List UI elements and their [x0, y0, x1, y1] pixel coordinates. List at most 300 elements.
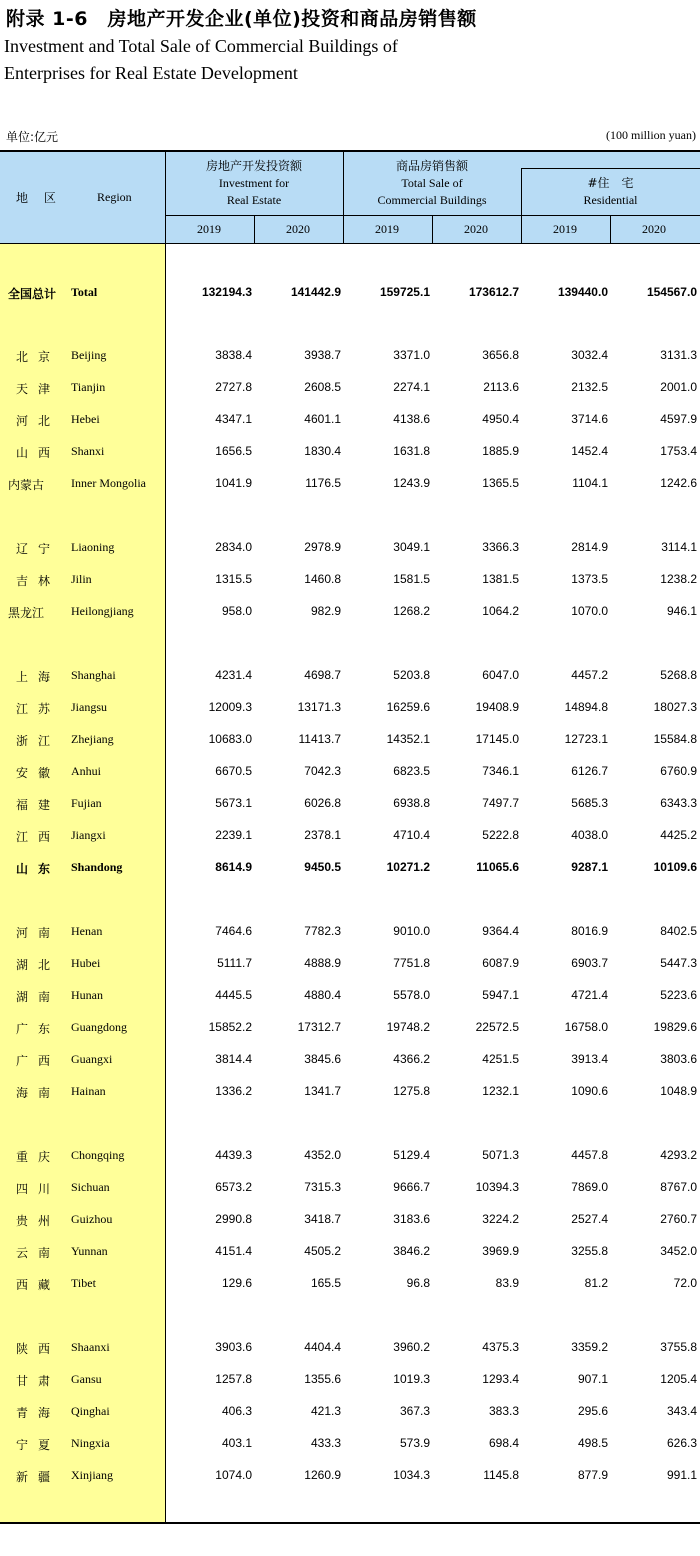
value-cell: 3755.8: [660, 1340, 697, 1354]
value-cell: 4880.4: [304, 988, 341, 1002]
value-cell: 1205.4: [660, 1372, 697, 1386]
value-cell: 4404.4: [304, 1340, 341, 1354]
region-name-cn: 江西: [16, 830, 61, 844]
value-cell: 19748.2: [386, 1020, 430, 1034]
region-name-cn: 广西: [16, 1054, 61, 1068]
value-cell: 6343.3: [660, 796, 697, 810]
value-cell: 4251.5: [482, 1052, 519, 1066]
value-cell: 1041.9: [215, 476, 252, 490]
region-name-cn: 辽宁: [16, 542, 61, 556]
table-bottom-rule: [0, 1522, 700, 1524]
value-cell: 1753.4: [660, 444, 697, 458]
value-cell: 421.3: [310, 1404, 341, 1418]
region-name-en: Chongqing: [71, 1148, 125, 1162]
value-cell: 3714.6: [571, 412, 608, 426]
value-cell: 4721.4: [571, 988, 608, 1002]
value-cell: 6087.9: [482, 956, 519, 970]
value-cell: 4457.2: [571, 668, 608, 682]
value-cell: 1019.3: [393, 1372, 430, 1386]
region-name-en: Shanxi: [71, 444, 105, 458]
value-cell: 2378.1: [304, 828, 341, 842]
table-row: [0, 474, 700, 494]
value-cell: 1381.5: [482, 572, 519, 586]
value-cell: 9666.7: [393, 1180, 430, 1194]
value-cell: 4445.5: [215, 988, 252, 1002]
value-cell: 2527.4: [571, 1212, 608, 1226]
region-name-en: Beijing: [71, 348, 107, 362]
value-cell: 403.1: [221, 1436, 252, 1450]
region-name-cn: 北京: [16, 350, 61, 364]
value-cell: 958.0: [221, 604, 252, 618]
value-cell: 1260.9: [304, 1468, 341, 1482]
table-row: [0, 1178, 700, 1198]
region-name-en: Hebei: [71, 412, 100, 426]
region-name-cn: 宁夏: [16, 1438, 61, 1452]
value-cell: 132194.3: [201, 285, 252, 299]
table-row: [0, 1242, 700, 1262]
region-name-cn: 天津: [16, 382, 61, 396]
region-name-cn: 江苏: [16, 702, 61, 716]
residential-header-en: Residential: [583, 193, 638, 207]
value-cell: 6760.9: [660, 764, 697, 778]
page-title: 附录 1-6 房地产开发企业(单位)投资和商品房销售额: [6, 8, 477, 30]
region-name-en: Jiangxi: [71, 828, 106, 842]
value-cell: 4038.0: [571, 828, 608, 842]
region-header-cn: 地 区: [16, 191, 62, 205]
region-name-cn: 吉林: [16, 574, 61, 588]
value-cell: 6823.5: [393, 764, 430, 778]
value-cell: 141442.9: [290, 285, 341, 299]
value-cell: 2990.8: [215, 1212, 252, 1226]
value-cell: 7869.0: [571, 1180, 608, 1194]
value-cell: 9450.5: [304, 860, 341, 874]
region-name-en: Henan: [71, 924, 103, 938]
value-cell: 6670.5: [215, 764, 252, 778]
value-cell: 10271.2: [386, 860, 430, 874]
table-row: [0, 1018, 700, 1038]
value-cell: 9010.0: [393, 924, 430, 938]
value-cell: 3838.4: [215, 348, 252, 362]
value-cell: 129.6: [221, 1276, 252, 1290]
value-cell: 8767.0: [660, 1180, 697, 1194]
value-cell: 11413.7: [298, 732, 341, 746]
value-cell: 3452.0: [660, 1244, 697, 1258]
region-name-cn: 全国总计: [8, 287, 57, 301]
year-header: 2019: [375, 222, 399, 236]
region-name-en: Guangxi: [71, 1052, 113, 1066]
table-row: [0, 954, 700, 974]
value-cell: 2978.9: [304, 540, 341, 554]
region-name-en: Liaoning: [71, 540, 115, 554]
value-cell: 9364.4: [482, 924, 519, 938]
region-name-cn: 湖南: [16, 990, 61, 1004]
value-cell: 383.3: [488, 1404, 519, 1418]
total-row: [0, 283, 700, 303]
table-row: [0, 602, 700, 622]
value-cell: 1315.5: [215, 572, 252, 586]
table-row: [0, 1434, 700, 1454]
value-cell: 159725.1: [379, 285, 430, 299]
investment-header-en2: Real Estate: [226, 193, 282, 207]
region-name-cn: 甘肃: [16, 1374, 61, 1388]
region-name-en: Xinjiang: [71, 1468, 113, 1482]
value-cell: 1243.9: [393, 476, 430, 490]
table-row: [0, 1338, 700, 1358]
value-cell: 573.9: [399, 1436, 430, 1450]
value-cell: 1452.4: [571, 444, 608, 458]
year-header: 2020: [286, 222, 310, 236]
value-cell: 3913.4: [571, 1052, 608, 1066]
value-cell: 6026.8: [304, 796, 341, 810]
value-cell: 2608.5: [304, 380, 341, 394]
investment-header-en1: Investment for: [218, 176, 290, 190]
value-cell: 4597.9: [660, 412, 697, 426]
value-cell: 17145.0: [475, 732, 519, 746]
value-cell: 1145.8: [483, 1468, 519, 1482]
value-cell: 2239.1: [215, 828, 252, 842]
table-row: [0, 1274, 700, 1294]
value-cell: 13171.3: [297, 700, 341, 714]
value-cell: 5111.7: [217, 956, 252, 970]
value-cell: 1238.2: [660, 572, 697, 586]
value-cell: 3969.9: [482, 1244, 519, 1258]
value-cell: 3224.2: [482, 1212, 519, 1226]
table-row: [0, 1082, 700, 1102]
value-cell: 4888.9: [304, 956, 341, 970]
region-name-en: Tianjin: [71, 380, 106, 394]
region-name-en: Guizhou: [71, 1212, 113, 1226]
value-cell: 3814.4: [215, 1052, 252, 1066]
value-cell: 1460.8: [304, 572, 341, 586]
value-cell: 1336.2: [215, 1084, 252, 1098]
value-cell: 96.8: [406, 1276, 430, 1290]
value-cell: 83.9: [495, 1276, 519, 1290]
value-cell: 4366.2: [393, 1052, 430, 1066]
value-cell: 2814.9: [571, 540, 608, 554]
region-name-cn: 贵州: [16, 1214, 61, 1228]
value-cell: 1355.6: [304, 1372, 341, 1386]
value-cell: 1341.7: [304, 1084, 341, 1098]
region-name-cn: 新疆: [16, 1470, 61, 1484]
value-cell: 6573.2: [215, 1180, 252, 1194]
investment-header-cn: 房地产开发投资额: [205, 159, 302, 173]
value-cell: 1581.5: [393, 572, 430, 586]
value-cell: 1830.4: [304, 444, 341, 458]
value-cell: 173612.7: [468, 285, 519, 299]
region-name-en: Yunnan: [71, 1244, 108, 1258]
value-cell: 154567.0: [646, 285, 697, 299]
value-cell: 14894.8: [564, 700, 608, 714]
value-cell: 1242.6: [660, 476, 697, 490]
value-cell: 3938.7: [304, 348, 341, 362]
table-row: [0, 762, 700, 782]
region-name-cn: 西藏: [16, 1278, 61, 1292]
value-cell: 5268.8: [660, 668, 697, 682]
sales-header: [343, 158, 521, 209]
value-cell: 4950.4: [482, 412, 519, 426]
value-cell: 3255.8: [571, 1244, 608, 1258]
value-cell: 7464.6: [215, 924, 252, 938]
value-cell: 4352.0: [304, 1148, 341, 1162]
region-name-cn: 山西: [16, 446, 61, 460]
value-cell: 3960.2: [393, 1340, 430, 1354]
region-name-en: Heilongjiang: [71, 604, 134, 618]
value-cell: 17312.7: [297, 1020, 341, 1034]
region-name-en: Shaanxi: [71, 1340, 110, 1354]
value-cell: 4347.1: [215, 412, 252, 426]
value-cell: 4439.3: [215, 1148, 252, 1162]
value-cell: 7315.3: [304, 1180, 341, 1194]
value-cell: 946.1: [666, 604, 697, 618]
sales-header-en1: Total Sale of: [401, 176, 463, 190]
residential-header-cn: #住 宅: [587, 176, 634, 190]
region-name-en: Qinghai: [71, 1404, 110, 1418]
value-cell: 3049.1: [393, 540, 430, 554]
value-cell: 10109.6: [653, 860, 697, 874]
table-row: [0, 666, 700, 686]
value-cell: 1268.2: [393, 604, 430, 618]
value-cell: 367.3: [399, 1404, 430, 1418]
region-name-cn: 山东: [16, 862, 61, 876]
value-cell: 1064.2: [482, 604, 519, 618]
region-name-en: Shanghai: [71, 668, 116, 682]
investment-header: [165, 158, 343, 209]
region-header-en: Region: [97, 190, 132, 204]
value-cell: 1048.9: [660, 1084, 697, 1098]
region-name-cn: 上海: [16, 670, 61, 684]
table-row: [0, 1402, 700, 1422]
value-cell: 4505.2: [304, 1244, 341, 1258]
value-cell: 8016.9: [571, 924, 608, 938]
region-name-en: Guangdong: [71, 1020, 127, 1034]
table-row: [0, 1146, 700, 1166]
value-cell: 3903.6: [215, 1340, 252, 1354]
table-row: [0, 858, 700, 878]
table-row: [0, 1050, 700, 1070]
value-cell: 4231.4: [215, 668, 252, 682]
value-cell: 81.2: [584, 1276, 608, 1290]
region-name-cn: 广东: [16, 1022, 61, 1036]
year-header: 2019: [553, 222, 577, 236]
value-cell: 1373.5: [571, 572, 608, 586]
value-cell: 406.3: [221, 1404, 252, 1418]
value-cell: 1232.1: [482, 1084, 519, 1098]
value-cell: 991.1: [666, 1468, 697, 1482]
value-cell: 4601.1: [304, 412, 341, 426]
table-row: [0, 538, 700, 558]
year-header: 2019: [197, 222, 221, 236]
value-cell: 2727.8: [215, 380, 252, 394]
region-name-en: Zhejiang: [71, 732, 114, 746]
value-cell: 12723.1: [564, 732, 608, 746]
value-cell: 7497.7: [482, 796, 519, 810]
value-cell: 433.3: [310, 1436, 341, 1450]
value-cell: 4138.6: [393, 412, 430, 426]
value-cell: 1257.8: [215, 1372, 252, 1386]
value-cell: 9287.1: [571, 860, 608, 874]
value-cell: 7751.8: [393, 956, 430, 970]
region-name-cn: 浙江: [16, 734, 61, 748]
table-row: [0, 1370, 700, 1390]
residential-header: [521, 175, 700, 209]
year-header: 2020: [464, 222, 488, 236]
value-cell: 3032.4: [571, 348, 608, 362]
value-cell: 10394.3: [475, 1180, 519, 1194]
value-cell: 5447.3: [660, 956, 697, 970]
value-cell: 2760.7: [660, 1212, 697, 1226]
region-name-en: Fujian: [71, 796, 102, 810]
table-row: [0, 378, 700, 398]
region-name-cn: 陕西: [16, 1342, 61, 1356]
table-row: [0, 922, 700, 942]
value-cell: 4698.7: [304, 668, 341, 682]
value-cell: 4457.8: [571, 1148, 608, 1162]
value-cell: 4710.4: [393, 828, 430, 842]
value-cell: 16259.6: [386, 700, 430, 714]
value-cell: 1293.4: [482, 1372, 519, 1386]
table-row: [0, 794, 700, 814]
value-cell: 626.3: [666, 1436, 697, 1450]
value-cell: 1275.8: [393, 1084, 430, 1098]
region-name-cn: 云南: [16, 1246, 61, 1260]
value-cell: 22572.5: [475, 1020, 519, 1034]
value-cell: 982.9: [310, 604, 341, 618]
region-name-cn: 安徽: [16, 766, 61, 780]
value-cell: 877.9: [577, 1468, 608, 1482]
value-cell: 2001.0: [660, 380, 697, 394]
page-title-en-line2: Enterprises for Real Estate Development: [4, 63, 298, 83]
value-cell: 3366.3: [482, 540, 519, 554]
value-cell: 6126.7: [571, 764, 608, 778]
value-cell: 1090.6: [571, 1084, 608, 1098]
value-cell: 8614.9: [215, 860, 252, 874]
value-cell: 5673.1: [215, 796, 252, 810]
region-name-en: Inner Mongolia: [71, 476, 146, 490]
value-cell: 3418.7: [304, 1212, 341, 1226]
region-name-en: Anhui: [71, 764, 101, 778]
value-cell: 3845.6: [304, 1052, 341, 1066]
value-cell: 295.6: [577, 1404, 608, 1418]
value-cell: 165.5: [310, 1276, 341, 1290]
value-cell: 1070.0: [571, 604, 608, 618]
region-name-cn: 内蒙古: [8, 478, 45, 492]
value-cell: 19829.6: [653, 1020, 697, 1034]
sales-header-en2: Commercial Buildings: [377, 193, 487, 207]
table-row: [0, 1210, 700, 1230]
value-cell: 7782.3: [304, 924, 341, 938]
value-cell: 6903.7: [571, 956, 608, 970]
unit-label-en: (100 million yuan): [606, 128, 696, 142]
region-column-background: [0, 243, 165, 1522]
value-cell: 5071.3: [482, 1148, 519, 1162]
region-name-en: Hubei: [71, 956, 101, 970]
value-cell: 5129.4: [393, 1148, 430, 1162]
value-cell: 10683.0: [208, 732, 252, 746]
region-name-cn: 黑龙江: [8, 606, 45, 620]
value-cell: 4375.3: [482, 1340, 519, 1354]
year-header: 2020: [642, 222, 666, 236]
unit-label-cn: 单位:亿元: [6, 130, 59, 144]
region-name-cn: 湖北: [16, 958, 61, 972]
value-cell: 19408.9: [475, 700, 519, 714]
residential-divider: [521, 168, 700, 169]
header-bottom-rule: [0, 243, 700, 244]
sales-header-cn: 商品房销售额: [395, 159, 468, 173]
region-name-cn: 重庆: [16, 1150, 61, 1164]
region-name-cn: 河南: [16, 926, 61, 940]
table-row: [0, 730, 700, 750]
value-cell: 1365.5: [482, 476, 519, 490]
value-cell: 3656.8: [482, 348, 519, 362]
value-cell: 16758.0: [564, 1020, 608, 1034]
region-name-en: Sichuan: [71, 1180, 110, 1194]
value-cell: 2274.1: [393, 380, 430, 394]
value-cell: 15584.8: [653, 732, 697, 746]
value-cell: 15852.2: [208, 1020, 252, 1034]
table-row: [0, 346, 700, 366]
table-row: [0, 826, 700, 846]
region-name-cn: 青海: [16, 1406, 61, 1420]
value-cell: 1176.5: [305, 476, 341, 490]
region-name-en: Gansu: [71, 1372, 102, 1386]
value-cell: 7042.3: [304, 764, 341, 778]
region-name-en: Jilin: [71, 572, 92, 586]
value-cell: 72.0: [673, 1276, 697, 1290]
value-cell: 6047.0: [482, 668, 519, 682]
region-name-en: Jiangsu: [71, 700, 107, 714]
table-top-rule: [0, 150, 700, 152]
page-title-en-line1: Investment and Total Sale of Commercial Buildings of: [4, 36, 398, 56]
table-row: [0, 1466, 700, 1486]
value-cell: 907.1: [577, 1372, 608, 1386]
region-name-cn: 福建: [16, 798, 61, 812]
value-cell: 1034.3: [393, 1468, 430, 1482]
region-name-en: Tibet: [71, 1276, 96, 1290]
value-cell: 7346.1: [482, 764, 519, 778]
value-cell: 498.5: [577, 1436, 608, 1450]
value-cell: 3131.3: [660, 348, 697, 362]
value-cell: 6938.8: [393, 796, 430, 810]
region-name-cn: 四川: [16, 1182, 61, 1196]
value-cell: 3114.1: [661, 540, 697, 554]
table-row: [0, 986, 700, 1006]
region-name-en: Hainan: [71, 1084, 106, 1098]
value-cell: 3359.2: [571, 1340, 608, 1354]
region-name-cn: 海南: [16, 1086, 61, 1100]
value-cell: 343.4: [666, 1404, 697, 1418]
value-cell: 139440.0: [557, 285, 608, 299]
table-row: [0, 442, 700, 462]
value-cell: 3371.0: [393, 348, 430, 362]
value-cell: 1656.5: [215, 444, 252, 458]
region-name-en: Hunan: [71, 988, 103, 1002]
value-cell: 12009.3: [208, 700, 252, 714]
value-cell: 1885.9: [482, 444, 519, 458]
value-cell: 5947.1: [482, 988, 519, 1002]
value-cell: 5222.8: [482, 828, 519, 842]
region-name-cn: 河北: [16, 414, 61, 428]
value-cell: 8402.5: [660, 924, 697, 938]
value-cell: 1631.8: [393, 444, 430, 458]
region-name-en: Shandong: [71, 860, 123, 874]
value-cell: 3846.2: [393, 1244, 430, 1258]
table-row: [0, 698, 700, 718]
value-cell: 4151.4: [215, 1244, 252, 1258]
region-name-en: Ningxia: [71, 1436, 110, 1450]
table-row: [0, 410, 700, 430]
value-cell: 3183.6: [393, 1212, 430, 1226]
value-cell: 5203.8: [393, 668, 430, 682]
